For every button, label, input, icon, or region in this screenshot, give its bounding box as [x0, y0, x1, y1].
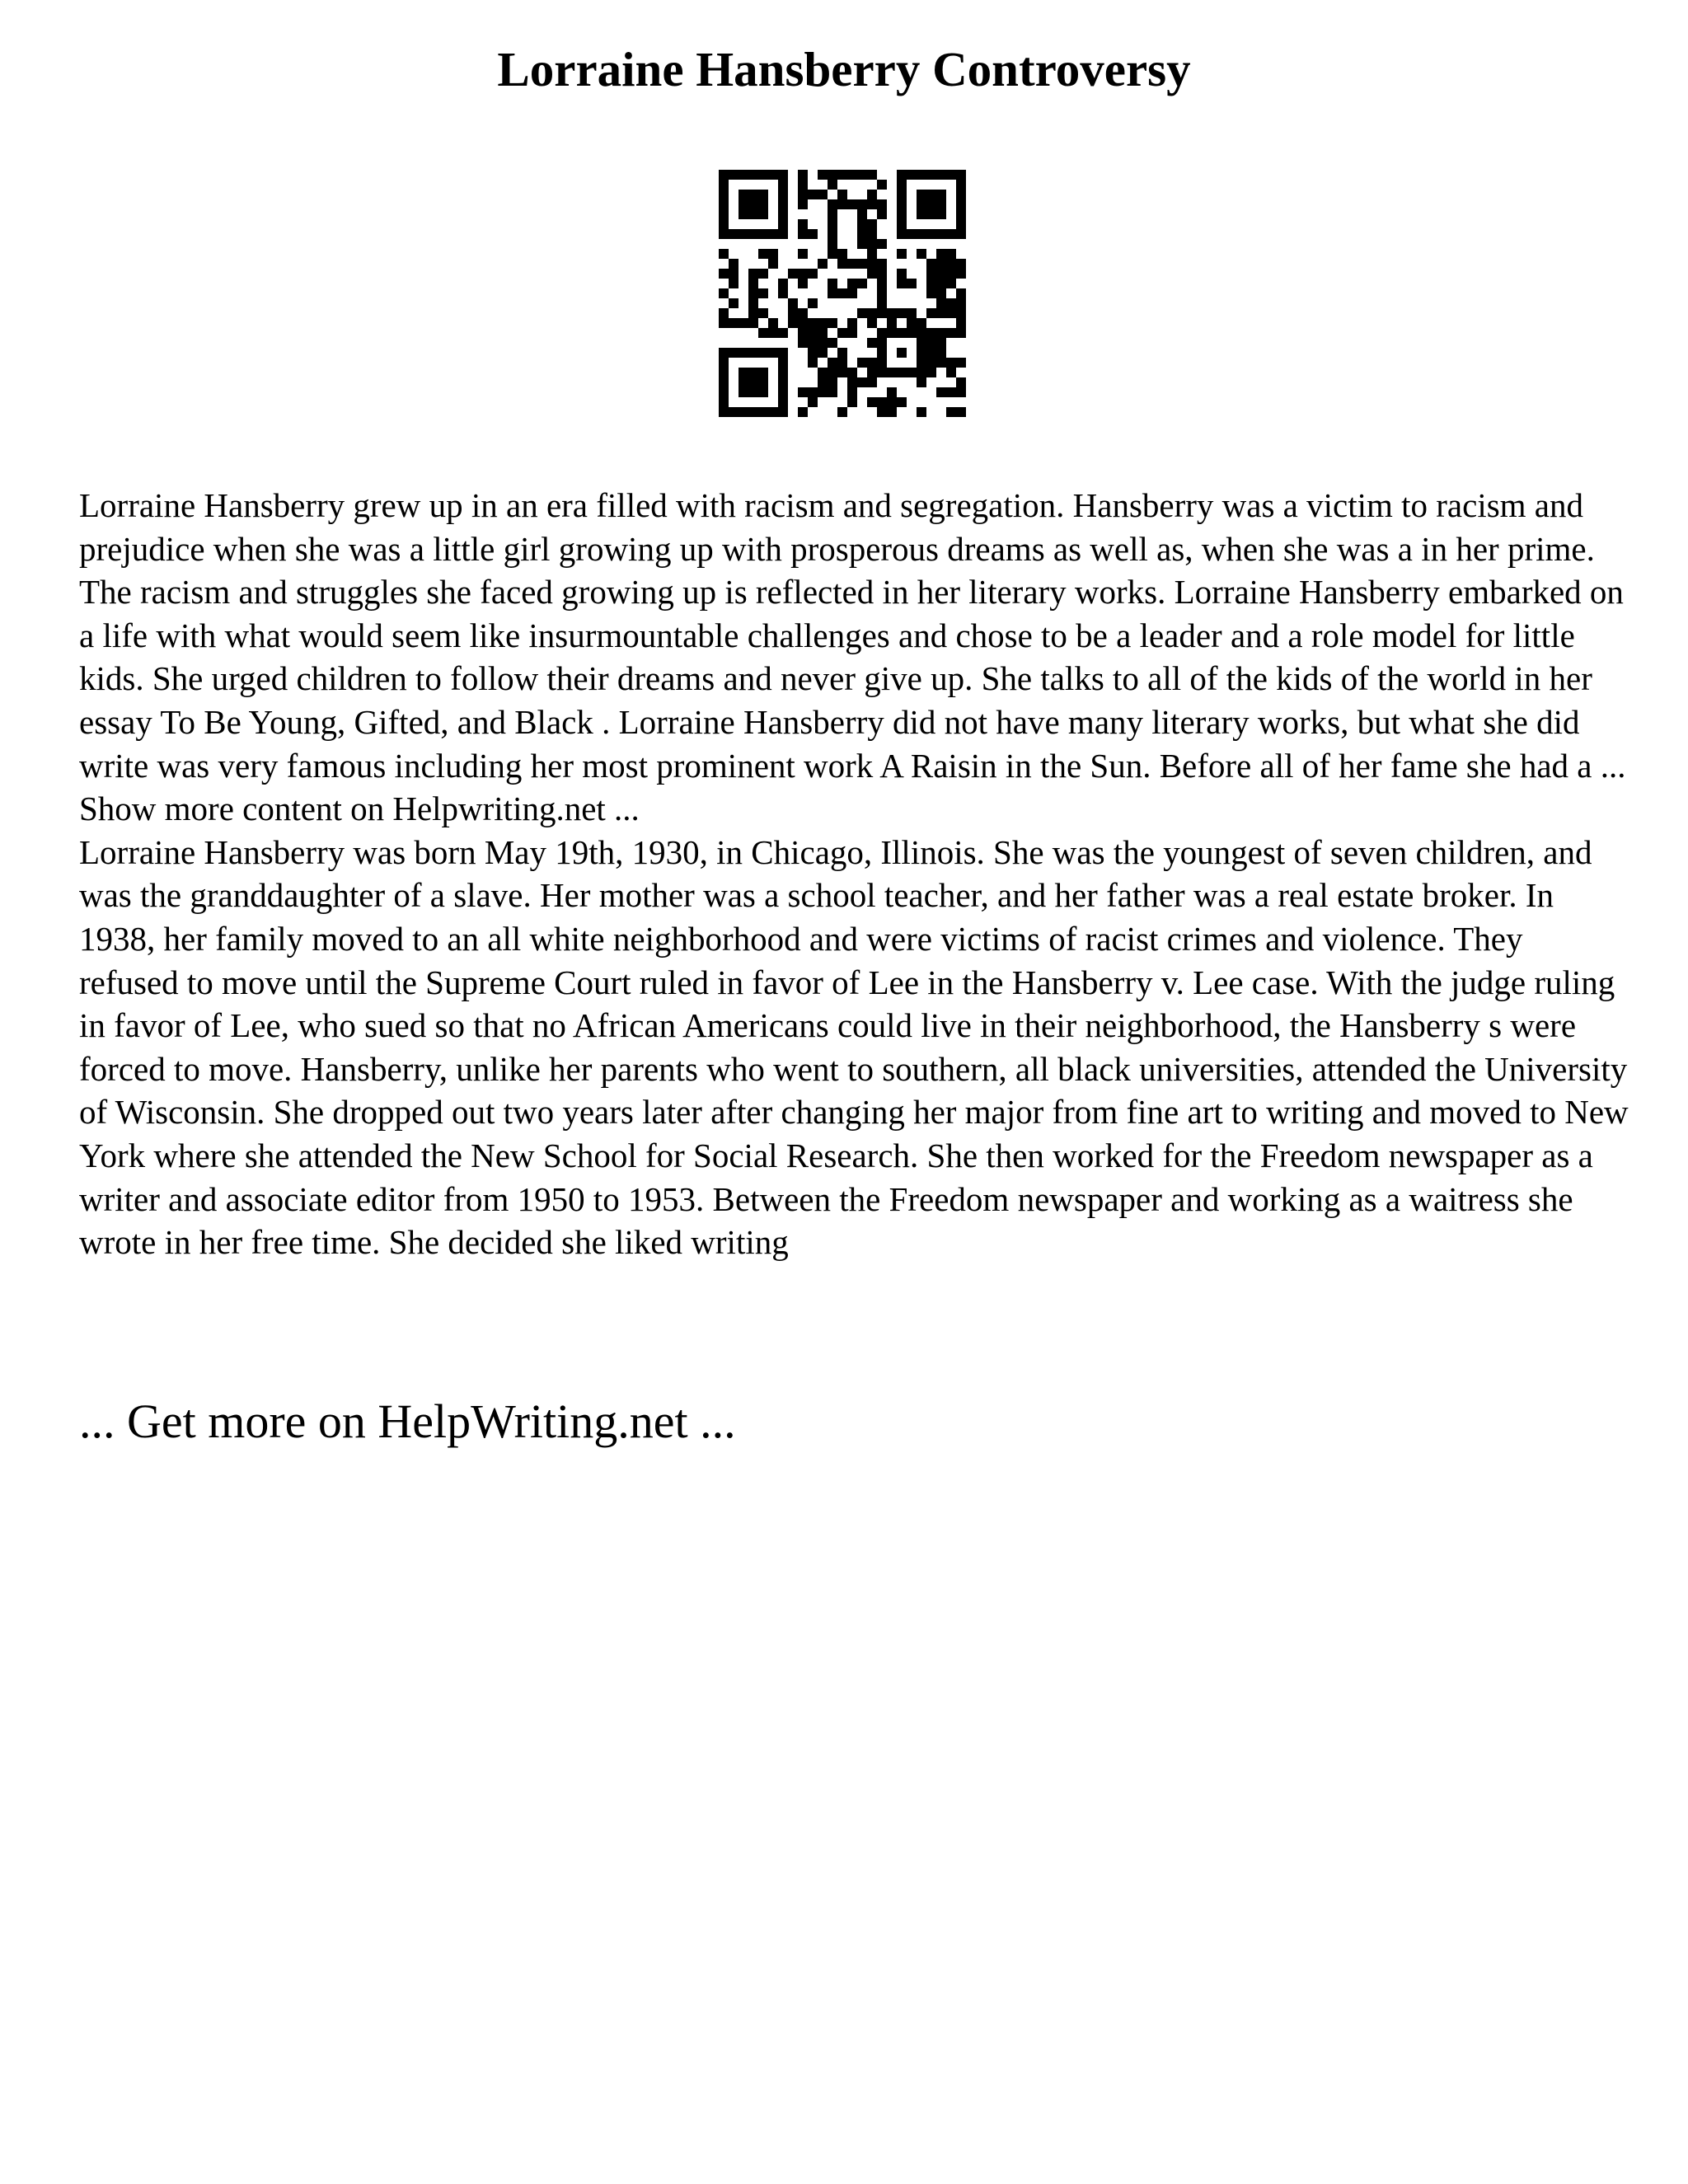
article-body: [79, 484, 1629, 1264]
paragraph-1: Lorraine Hansberry grew up in an era filled with racism and segregation. Hansberry was a victim to racism and prejudice when she was a little girl growing up with prosperous dreams as well as, when she was a in her prime. The racism and struggles she faced growing up is reflected in her literary works. Lorraine Hansberry embarked on a life with what would seem like insurmountable challenges and chose to be a leader and a role model for little kids. She urged children to follow their dreams and never give up. She talks to all of the kids of the world in her essay To Be Young, Gifted, and Black . Lorraine Hansberry did not have many literary works, but what she did write was very famous including her most prominent work A Raisin in the Sun. Before all of her fame she had a ... Show more content on Helpwriting.net ...: [79, 486, 1626, 828]
qr-code-icon: [719, 170, 966, 417]
page-title: Lorraine Hansberry Controversy: [497, 42, 1191, 96]
get-more-link[interactable]: ... Get more on HelpWriting.net ...: [79, 1394, 736, 1448]
paragraph-2: Lorraine Hansberry was born May 19th, 1930, in Chicago, Illinois. She was the youngest of seven children, and was the granddaughter of a slave. Her mother was a school teacher, and her father was a real estate broker. In 1938, her family moved to an all white neighborhood and were victims of racist crimes and violence. They refused to move until the Supreme Court ruled in favor of Lee in the Hansberry v. Lee case. With the judge ruling in favor of Lee, who sued so that no African Americans could live in their neighborhood, the Hansberry s were forced to move. Hansberry, unlike her parents who went to southern, all black universities, attended the University of Wisconsin. She dropped out two years later after changing her major from fine art to writing and moved to New York where she attended the New School for Social Research. She then worked for the Freedom newspaper as a writer and associate editor from 1950 to 1953. Between the Freedom newspaper and working as a waitress she wrote in her free time. She decided she liked writing: [79, 832, 1629, 1262]
